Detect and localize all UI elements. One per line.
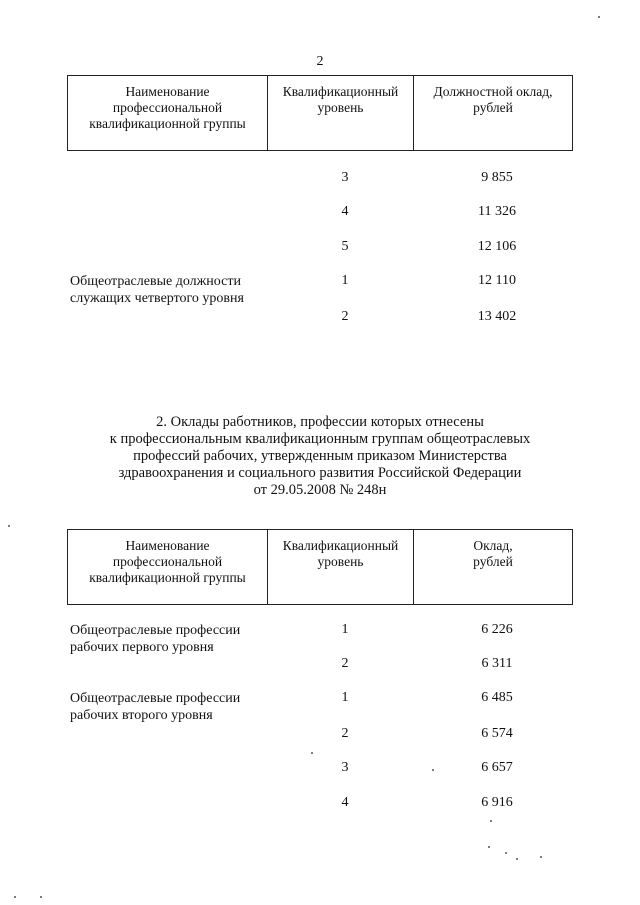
page-number: 2 (316, 54, 324, 69)
table1-header-salary: Должностной оклад, рублей (433, 84, 553, 115)
table1-salary: 12 110 (478, 273, 516, 288)
scan-speck (598, 16, 600, 18)
table2-salary: 6 657 (481, 760, 513, 775)
section-heading-line: здравоохранения и социального развития Российской Федерации (118, 465, 522, 481)
scan-speck (490, 820, 492, 822)
table1-level: 4 (341, 204, 349, 219)
section-heading-line: к профессиональным квалификационным группам общеотраслевых (109, 431, 531, 447)
table1-group-name: Общеотраслевые должности служащих четвертого уровня (70, 274, 244, 306)
section-heading (70, 414, 570, 499)
scan-speck (14, 896, 16, 898)
section-heading-line: профессий рабочих, утвержденным приказом Министерства (133, 448, 507, 464)
table2-level: 1 (341, 622, 349, 637)
table1-header-level: Квалификационный уровень (268, 76, 414, 150)
table1-header (67, 75, 573, 151)
table1-salary: 11 326 (478, 204, 516, 219)
scan-speck (40, 896, 42, 898)
table2-level: 1 (341, 690, 349, 705)
scan-speck (8, 525, 10, 527)
table1-header-group: Наименование профессиональной квалификационной группы (68, 76, 268, 150)
table1-level: 3 (341, 170, 349, 185)
table2-salary: 6 916 (481, 795, 513, 810)
table2-header-group: Наименование профессиональной квалификационной группы (68, 530, 268, 604)
table1-level: 2 (341, 309, 349, 324)
section-heading-line: 2. Оклады работников, профессии которых отнесены (156, 414, 484, 430)
table2-level: 4 (341, 795, 349, 810)
table2-header-level: Квалификационный уровень (268, 530, 414, 604)
scan-speck (432, 769, 434, 771)
table2-salary: 6 574 (481, 726, 513, 741)
table2-level: 3 (341, 760, 349, 775)
table2-salary: 6 485 (481, 690, 513, 705)
table2-header-salary: Оклад, рублей (473, 538, 513, 569)
table2-group-name: Общеотраслевые профессии рабочих первого уровня (70, 623, 241, 655)
table1-level: 5 (341, 239, 349, 254)
scan-speck (540, 856, 542, 858)
table1-salary: 12 106 (477, 239, 517, 254)
scan-speck (488, 846, 490, 848)
scan-speck (505, 852, 507, 854)
scan-speck (311, 752, 313, 754)
table2-group-name: Общеотраслевые профессии рабочих второго уровня (70, 691, 241, 723)
table1-salary: 13 402 (477, 309, 517, 324)
table2-salary: 6 311 (481, 656, 513, 671)
table2-salary: 6 226 (481, 622, 513, 637)
table1-level: 1 (341, 273, 349, 288)
table2-header (67, 529, 573, 605)
table1-salary: 9 855 (481, 170, 513, 185)
section-heading-line: от 29.05.2008 № 248н (253, 482, 387, 498)
table2-level: 2 (341, 656, 349, 671)
scan-speck (516, 858, 518, 860)
table2-level: 2 (341, 726, 349, 741)
